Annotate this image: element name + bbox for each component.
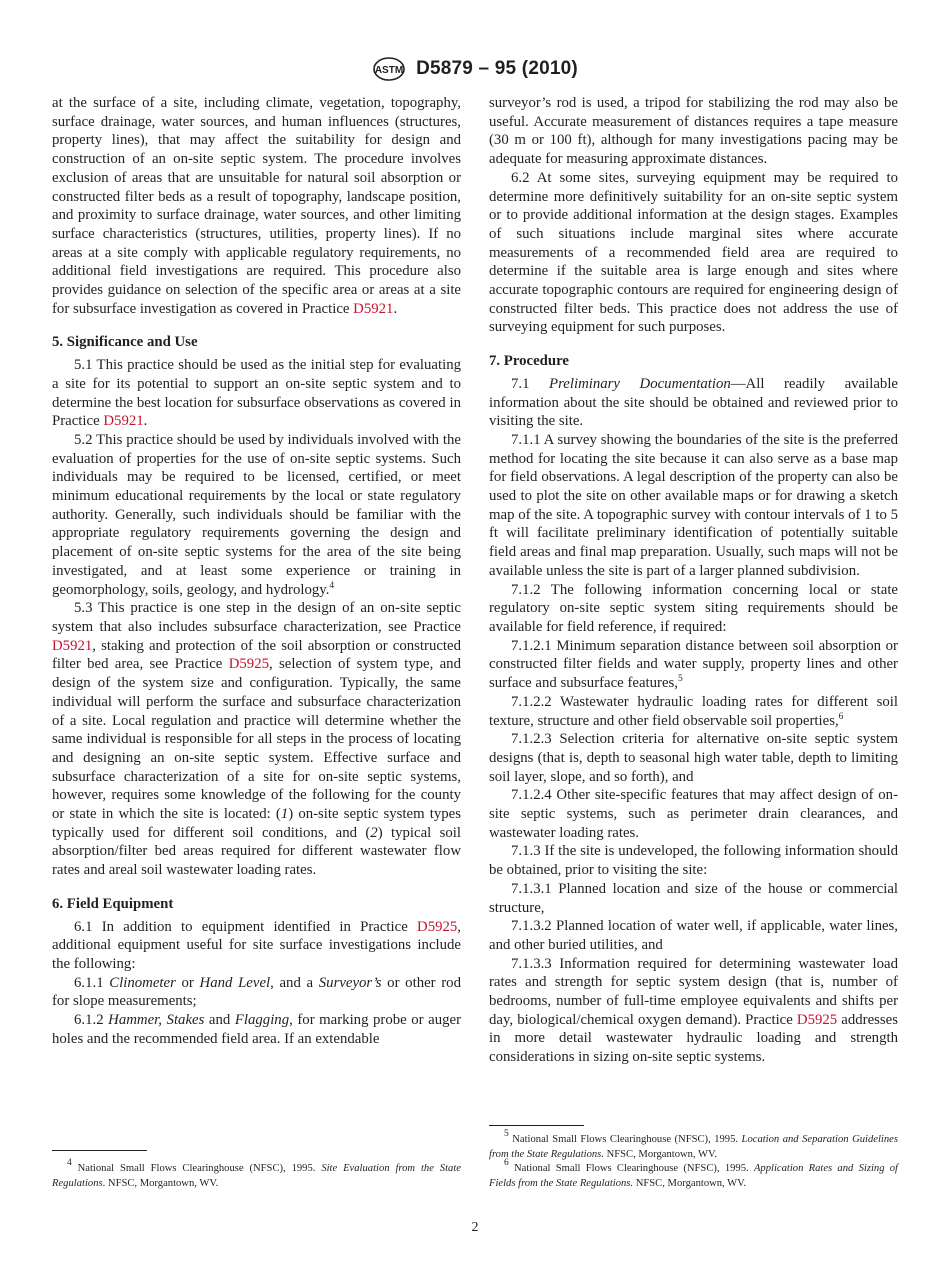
text-run: Surveyor’s [318,974,382,991]
paragraph [52,94,461,318]
text-run: or other rod for slope measurements; [52,974,461,1010]
text-run: 5.1 This practice should be used as the initial step for evaluating a site for its potential to support an on-site septic system and to determine the best location for subsurface observations as covered in Practice [52,357,461,430]
paragraph [52,431,461,599]
paragraph [489,693,898,730]
text-run: or [175,974,200,991]
text-run: at the surface of a site, including climate, vegetation, topography, surface drainage, water sources, and human influences (structures, property lines), that may affect the suitability for design and construction of an on-site septic system. The procedure involves exclusion of areas that are unsuitable for natural soil absorption or constructed filter beds as a result of topography, landscape position, and proximity to surface drainage, water sources, and other limiting surface characteristics (structures, utilities, property lines). If no areas at a site comply with applicable regulatory requirements, no additional field investigations are required. This procedure also provides guidance on selection of the specific area or areas at a site for subsurface investigation as covered in Practice [52,95,461,317]
text-run: 7.1.2 The following information concerning local or state regulatory on-site septic system siting requirements should be available for field reference, if required: [489,581,898,635]
text-run: 7.1.3.3 Information required for determining wastewater load rates and strength for septic system design (that is, number of bedrooms, number of full-time employee equivalents and shifts per day, biological/chemical oxygen demand). Practice [489,955,898,1028]
page-number: 2 [471,1220,479,1235]
page-header [0,56,950,82]
text-run: . [143,413,148,430]
left-column [52,94,461,1048]
text-run: , and a [270,974,319,991]
text-run: NFSC, Morgantown, WV. [633,1177,747,1189]
footnote-divider [489,1125,584,1126]
text-run: 7.1.3.2 Planned location of water well, if applicable, water lines, and other buried utilities, and [489,918,898,953]
text-run: 7.1.2.1 Minimum separation distance between soil absorption or constructed filter fields and water supply, property lines and other surface and subsurface features, [489,637,898,692]
text-run: 6.2 At some sites, surveying equipment may be required to determine more definitively suitability for an on-site septic system or to provide additional information at the design stages. Examples of such situations include marginal sites where accurate measurements of a recommended field area are required to determine if the suitable area is large enough and sites where accurate topographic contours are required for engineering design of constructed filter beds. This practice does not address the use of surveying equipment for such purposes. [489,169,898,336]
footnote-marker: 6 [838,711,844,722]
text-run: National Small Flows Clearinghouse (NFSC), 1995. [508,1134,742,1145]
text-run: Hand Level [199,974,271,991]
text-run: 7.1.3.1 Planned location and size of the house or commercial structure, [489,880,898,916]
text-run: 5.2 This practice should be used by individuals involved with the evaluation of properties for the use of on-site septic systems. Such individuals may be required to be licensed, certified, or meet minimum educational requirements by the local or state regulatory authority. Generally, such individuals should be familiar with the appropriate regulatory requirements governing the design and placement of on-site septic systems for the area of the site being investigated, and at least some experience or training in geomorphology, soils, geology, and hydrology. [52,431,461,598]
footnote-marker: 5 [504,1129,509,1139]
paragraph [489,955,898,1067]
paragraph [489,581,898,637]
text-run: 7.1.3 If the site is undeveloped, the following information should be obtained, prior to visiting the site: [489,843,898,879]
text-run: 7.1.2.2 Wastewater hydraulic loading rates for different soil texture, structure and other field observable soil properties, [489,693,898,729]
text-run: . NFSC, Morgantown, WV. [102,1177,219,1189]
footnotes-right [489,1129,898,1191]
text-run: ) on-site septic system types typically used for different soil conditions, and ( [52,806,461,841]
text-run: Hammer, Stakes [108,1012,205,1029]
text-run: addresses in more detail wastewater hydraulic loading and strength considerations in sizing on-site septic systems. [489,1011,898,1066]
text-run: 6.1.1 [74,974,110,991]
footnote [489,1158,898,1191]
text-run: 7.1 [511,375,550,392]
section-heading: 7. Procedure [489,353,569,370]
text-run: . [393,300,398,317]
text-run: 5.3 This practice is one step in the design of an on-site septic system that also includes subsurface characterization, see Practice [52,600,461,635]
text-run: surveyor’s rod is used, a tripod for stabilizing the rod may also be useful. Accurate measurement of distances requires a tape measure (30 m or 100 ft), although for many investigations pacing may be adequate for measuring approximate distances. [489,95,898,168]
text-run: 7.1.2.3 Selection criteria for alternative on-site septic system designs (that is, depth to seasonal high water table, depth to limiting soil layer, slope, and so forth), and [489,731,898,785]
footnote-divider [52,1150,147,1151]
standard-reference-link[interactable]: D5921 [52,637,93,654]
text-run: Application Rates and Sizing of Fields from the State Regulations. [489,1163,898,1189]
text-run: , staking and protection of the soil absorption or constructed filter bed area, see Practice [52,637,461,673]
text-run: 6.1 In addition to equipment identified in Practice [74,918,418,935]
section-heading: 6. Field Equipment [52,895,174,912]
paragraph [489,842,898,879]
paragraph [52,599,461,880]
paragraph [489,730,898,786]
astm-logo-icon [372,56,406,82]
paragraph [489,786,898,842]
paragraph [52,1011,461,1048]
standard-reference-link[interactable]: D5921 [353,300,394,317]
text-run: Site Evaluation from the State Regulations [52,1163,461,1189]
text-run: Preliminary Documentation [549,375,731,392]
paragraph [489,94,898,169]
text-run: , additional equipment useful for site surface investigations include the following: [52,918,461,972]
paragraph [489,375,898,431]
footnote-marker: 6 [504,1158,509,1169]
paragraph [489,637,898,693]
text-run: 6.1.2 [74,1012,109,1029]
svg-text:ASTM: ASTM [374,65,404,76]
text-run: NFSC, Morgantown, WV. [603,1148,717,1160]
standard-reference-link[interactable]: D5925 [417,918,458,935]
text-run: —All readily available information about the site should be obtained and reviewed prior to visiting the site. [489,375,898,430]
paragraph [489,169,898,337]
text-run: National Small Flows Clearinghouse (NFSC), 1995. [71,1163,322,1174]
document-designation: D5879 – 95 (2010) [416,58,578,79]
paragraph [489,880,898,917]
text-run: 1 [280,806,289,823]
footnote [489,1129,898,1162]
footnote [52,1158,461,1191]
right-column [489,94,898,1067]
paragraph [52,974,461,1011]
text-run: ) typical soil absorption/filter bed areas required for different wastewater flow rates and areal soil wastewater loading rates. [52,824,461,879]
footnote-marker: 4 [67,1158,72,1168]
paragraph [52,918,461,974]
text-run: National Small Flows Clearinghouse (NFSC), 1995. [508,1163,754,1175]
text-run: 7.1.2.4 Other site-specific features that may affect design of on-site septic systems, such as perimeter drain clearances, and wastewater loading rates. [489,787,898,841]
text-run: , for marking probe or auger holes and the recommended field area. If an extendable [52,1012,462,1047]
standard-reference-link[interactable]: D5925 [228,656,269,673]
paragraph [489,917,898,954]
text-run: Location and Separation Guidelines from the State Regulations. [489,1134,898,1160]
text-run: 2 [370,824,378,841]
text-run: , selection of system type, and design of the system size and configuration. Typically, the same individual will perform the surface and subsurface characterization of a site. Local regulation and practice will determine whether the same individual is responsible for all steps in the process of locating and designing an on-site septic system. Effective surface and subsurface characterization of a site for on-site septic systems, however, requires some knowledge of the following for the county or state in which the site is located: ( [52,656,461,823]
text-run: Clinometer [109,974,176,991]
section-heading: 5. Significance and Use [52,334,198,351]
standard-reference-link[interactable]: D5921 [103,413,144,430]
text-run: 7.1.1 A survey showing the boundaries of the site is the preferred method for locating the site because it can also serve as a base map for field observations. A legal description of the property can also be used to plot the site on other available maps or for drawing a sketch map of the site. A topographic survey with contour intervals of 1 to 5 ft will facilitate preliminary identification of potentially suitable field areas and final map preparation. Usually, such maps will not be available unless the site is part of a larger planned subdivision. [489,431,898,579]
footnote-marker: 4 [329,580,335,591]
paragraph [489,431,898,581]
footnote-marker: 5 [677,674,683,685]
footnotes-left [52,1158,461,1191]
standard-reference-link[interactable]: D5925 [796,1011,838,1028]
text-run: Flagging [234,1012,290,1029]
text-run: and [204,1012,235,1029]
paragraph [52,356,461,431]
